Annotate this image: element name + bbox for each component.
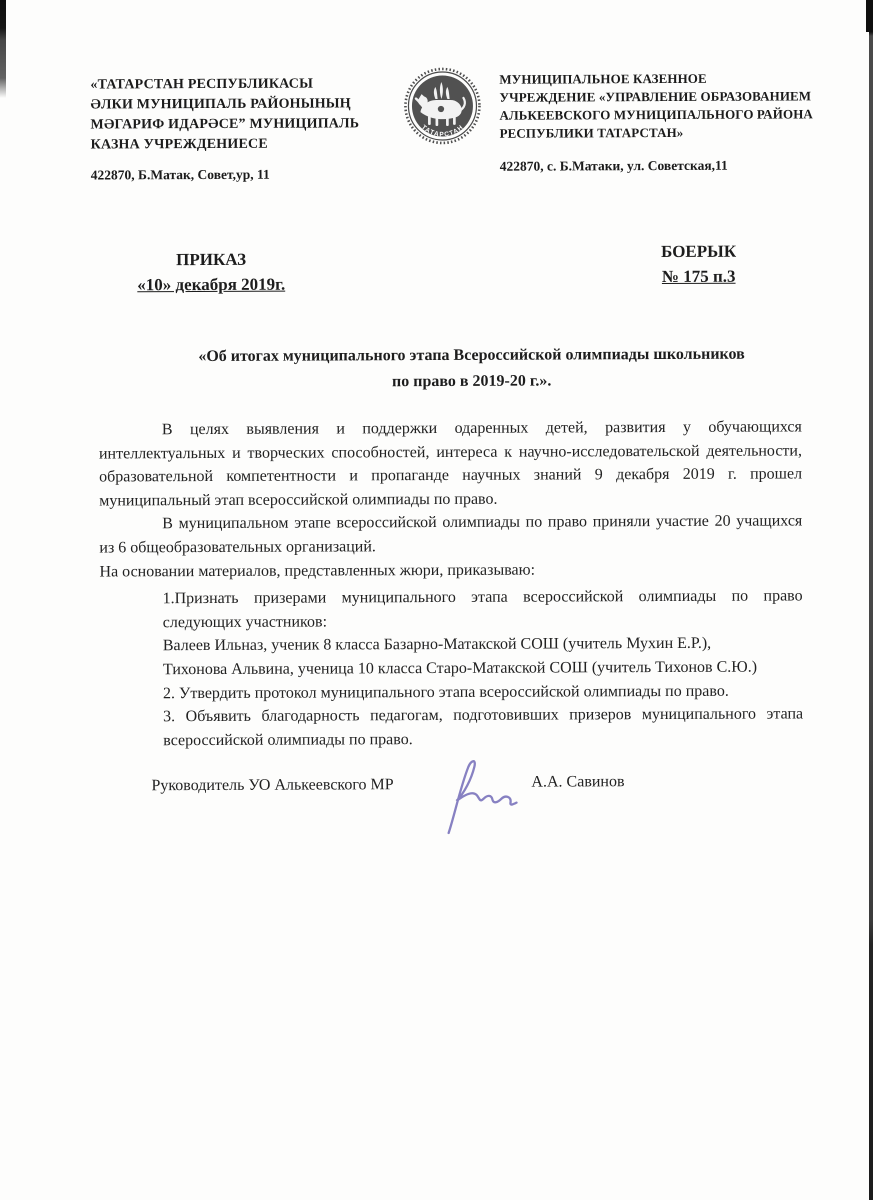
order-items [163, 585, 804, 753]
order-item: 2. Утвердить протокол муниципального этапа всероссийской олимпиады по право. [162, 682, 729, 702]
letterhead-russian [499, 69, 849, 143]
order-item: 3. Объявить благодарность педагогам, подготовивших призеров муниципального этапа всероссийской олимпиады по право. [163, 705, 804, 749]
letterhead-tatar-line: КАЗНА УЧРЕЖДЕНИЕСЕ [90, 136, 268, 153]
letterhead-russian-line: УЧРЕЖДЕНИЕ «УПРАВЛЕНИЕ ОБРАЗОВАНИЕМ [499, 88, 812, 105]
signature-name: А.А. Савинов [531, 773, 625, 791]
order-title-tatar: БОЕРЫК [661, 241, 737, 262]
signature-role: Руководитель УО Алькеевского МР [151, 776, 394, 795]
order-title: ПРИКАЗ [176, 249, 247, 270]
order-date: «10» декабря 2019г. [137, 274, 286, 295]
order-item-winner: Тихонова Альвина, ученица 10 класса Старо-Матакской СОШ (учитель Тихонов С.Ю.) [162, 658, 758, 679]
order-heading-ru [101, 247, 321, 298]
handwritten-signature [428, 745, 528, 840]
order-subject [131, 341, 811, 396]
letterhead-tatar-line: ӘЛКИ МУНИЦИПАЛЬ РАЙОНЫНЫҢ [90, 96, 351, 113]
order-body [99, 415, 803, 752]
letterhead-russian-line: МУНИЦИПАЛЬНОЕ КАЗЕННОЕ [499, 70, 707, 87]
letterhead-tatar-line: «ТАТАРСТАН РЕСПУБЛИКАСЫ [90, 76, 314, 93]
letterhead-tatar-line: МӘГАРИФ ИДАРӘСЕ” МУНИЦИПАЛЬ [90, 116, 360, 133]
order-item: 1.Признать призерами муниципального этапа всероссийской олимпиады по право следующих участников: [162, 587, 803, 631]
subject-line: по право в 2019-20 г.». [391, 372, 552, 391]
subject-line: «Об итогах муниципального этапа Всероссийской олимпиады школьников [198, 345, 745, 366]
paragraph-participation: В муниципальном этапе всероссийской олимпиады по право приняли участие 20 учащихся из 6 общеобразовательных организаций. [99, 512, 803, 557]
letterhead-tatar [90, 74, 425, 155]
paragraph-purpose: В целях выявления и поддержки одаренных детей, развития у обучающихся интеллектуальных и творческих способностей, интереса к научно-исследовательской деятельности, образовательной компетентности и пропаганде научных знаний 9 декабря 2019 г. прошел муниципальный этап всероссийской олимпиады по право. [98, 418, 803, 510]
order-item-winner: Валеев Ильназ, ученик 8 класса Базарно-Матакской СОШ (учитель Мухин Е.Р.), [162, 635, 712, 655]
letterhead-russian-line: АЛЬКЕЕВСКОГО МУНИЦИПАЛЬНОГО РАЙОНА [499, 106, 813, 123]
order-heading-tat [601, 238, 796, 289]
signature-stroke [448, 761, 516, 833]
seal-caption: ТАТАРСТАН [419, 123, 466, 139]
address-russian: 422870, с. Б.Матаки, ул. Советская,11 [499, 157, 728, 174]
paragraph-basis: На основании материалов, представленных жюри, приказываю: [99, 561, 536, 581]
address-tatar: 422870, Б.Матак, Совет,ур, 11 [90, 166, 270, 183]
order-number: № 175 п.3 [661, 266, 736, 287]
letterhead-russian-line: РЕСПУБЛИКИ ТАТАРСТАН» [499, 124, 684, 141]
tatarstan-coat-of-arms-seal-icon [400, 63, 484, 149]
